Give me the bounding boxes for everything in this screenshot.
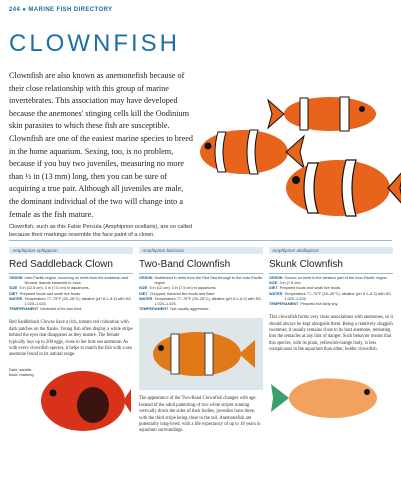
fact-value: Not usually aggressive. <box>170 307 210 312</box>
species-name: Two-Band Clownfish <box>139 259 231 270</box>
fact-value: 5 in (12 cm); 3 in (7.5 cm) in aquariums. <box>149 286 217 291</box>
species-column-2 <box>139 247 263 435</box>
fact-value: Peaceful but fairly shy. <box>300 302 339 307</box>
fact-value: Temperature 77–79°F (25–26°C); alkaline (pH 8.1–8.3) with SG 1.020–1.025. <box>24 296 132 307</box>
species-description: This clownfish forms very close associations with anemones, so it should always be kept alongside them. Being a relatively sluggish swimmer, it usually remains close to its host anemone, retreating into the tentacles at any hint of danger. Such behavior means that this species, with its plain, yellowish-orange body, is less conspicuous in the aquarium than other, bolder clownfish. <box>269 315 393 353</box>
red-saddleback-image <box>31 361 131 441</box>
fact-key: ORIGIN <box>139 276 153 280</box>
facts-box <box>139 273 263 312</box>
fact-key: DIET <box>269 286 278 291</box>
fact-value: Distributed in reefs from the Red Sea through to the Indo-Pacific region. <box>154 276 263 286</box>
page-number: 244 <box>9 7 21 13</box>
fact-value: 5 in (12.5 cm); 3 in (7.5 cm) in aquariums. <box>19 286 90 291</box>
fact-water <box>139 297 263 307</box>
fact-temperament <box>269 302 393 307</box>
latin-name: Amphiprion akallopisos <box>269 247 393 254</box>
species-name: Skunk Clownfish <box>269 259 343 270</box>
fact-value: Indo-Pacific region, occurring on reefs from the Andaman and Nicobar Islands eastward to Java. <box>24 276 128 286</box>
fact-key: TEMPERAMENT <box>269 302 299 307</box>
fact-water <box>269 292 393 302</box>
fact-temperament <box>9 307 133 312</box>
fact-value: 3 in (7.5 cm). <box>279 281 302 286</box>
latin-name: Amphiprion bicinctus <box>139 247 263 254</box>
fact-origin <box>9 276 133 286</box>
fact-value: Temperature 77–79°F (25–26°C); alkaline (pH 8.1–8.3) with SG 1.020–1.025. <box>154 296 262 307</box>
fact-key: TEMPERAMENT <box>9 307 39 312</box>
clownfish-hero-image <box>190 62 401 232</box>
fact-key: DIET <box>9 291 18 296</box>
fact-key: WATER <box>269 291 283 296</box>
fact-key: ORIGIN <box>9 276 23 280</box>
fact-key: TEMPERAMENT <box>139 307 169 312</box>
clownfish-main <box>286 160 401 216</box>
fact-origin <box>139 276 263 286</box>
facts-box <box>9 273 133 312</box>
fact-water <box>9 297 133 307</box>
fact-value: Temperature 77–79°F (25–26°C); alkaline (pH 8.1–8.3) with SG 1.020–1.025. <box>284 291 392 301</box>
running-header <box>9 7 112 13</box>
intro-paragraph: Clownfish are also known as anemonefish because of their close relationship with this group of marine invertebrates. This association may have developed because the anemones' stinging cells kill the Oodinium skin parasites to which these fish are susceptible. Clownfish are one of the easiest marine species to breed in the home aquarium. Sexing, too, is no problem, because if you buy two juveniles, measuring no more than ½ in (13 mm) long, then you can be sure of acquiring a true pair. Although all juveniles are male, the dominant individual of the two will change into a female as the fish mature. <box>9 71 193 219</box>
species-column-1 <box>9 247 133 449</box>
thumb-caption: Dark 'saddle-back' marking <box>9 366 34 377</box>
fact-key: DIET <box>139 291 148 296</box>
section-title: MARINE FISH DIRECTORY <box>28 7 113 13</box>
section-divider <box>9 240 392 241</box>
fact-key: WATER <box>139 296 153 301</box>
fact-value: Chopped, flavored live foods and flake. <box>149 291 216 296</box>
clownfish-left <box>200 130 304 174</box>
fact-key: WATER <box>9 296 23 301</box>
fact-key: SIZE <box>269 281 278 286</box>
fact-key: SIZE <box>139 286 148 291</box>
species-name: Red Saddleback Clown <box>9 259 113 270</box>
clownfish-top <box>268 97 376 131</box>
fact-value: Prepared foods and small live foods. <box>279 286 342 291</box>
facts-box <box>269 273 393 307</box>
fact-key: SIZE <box>9 286 18 291</box>
latin-name: Amphiprion ephippium <box>9 247 133 254</box>
two-band-image <box>139 318 263 390</box>
species-column-3 <box>269 247 393 430</box>
bullet-icon: ● <box>22 7 29 13</box>
skunk-clownfish-image <box>269 360 393 430</box>
fact-temperament <box>139 307 263 312</box>
fact-key: ORIGIN <box>269 276 283 280</box>
species-description: The appearance of the Two-Band Clownfish changes with age. Instead of the adult patterning of two white stripes running vertically down the sides of their bodies, juveniles have three, with the third stripe being close to the tail. Anemonefish are potentially long-lived, with a life expectancy of up to 18 years in aquarium surroundings. <box>139 396 261 434</box>
fact-value: Prepared foods and small live foods. <box>19 291 82 296</box>
hero-caption: Clownfish, such as this False Percula (Amphiprion ocellaris), are so called because their markings resemble the face paint of a clown. <box>9 224 193 238</box>
fact-value: Occurs on reefs in the western part of the Indo-Pacific region. <box>284 276 388 280</box>
fact-value: Intolerant of its own kind. <box>40 307 83 312</box>
page-title: CLOWNFISH <box>9 30 180 57</box>
species-description: Red Saddleback Clowns have a rich, tomato red coloration with dark patches on the flanks. Young fish often display a white stripe behind the eyes that disappears as they mature. The female typically lays up to 200 eggs, close to her host sea anemone. As with every clownfish species, it helps to match the fish with a sea anemone found in its natural range. <box>9 320 133 358</box>
